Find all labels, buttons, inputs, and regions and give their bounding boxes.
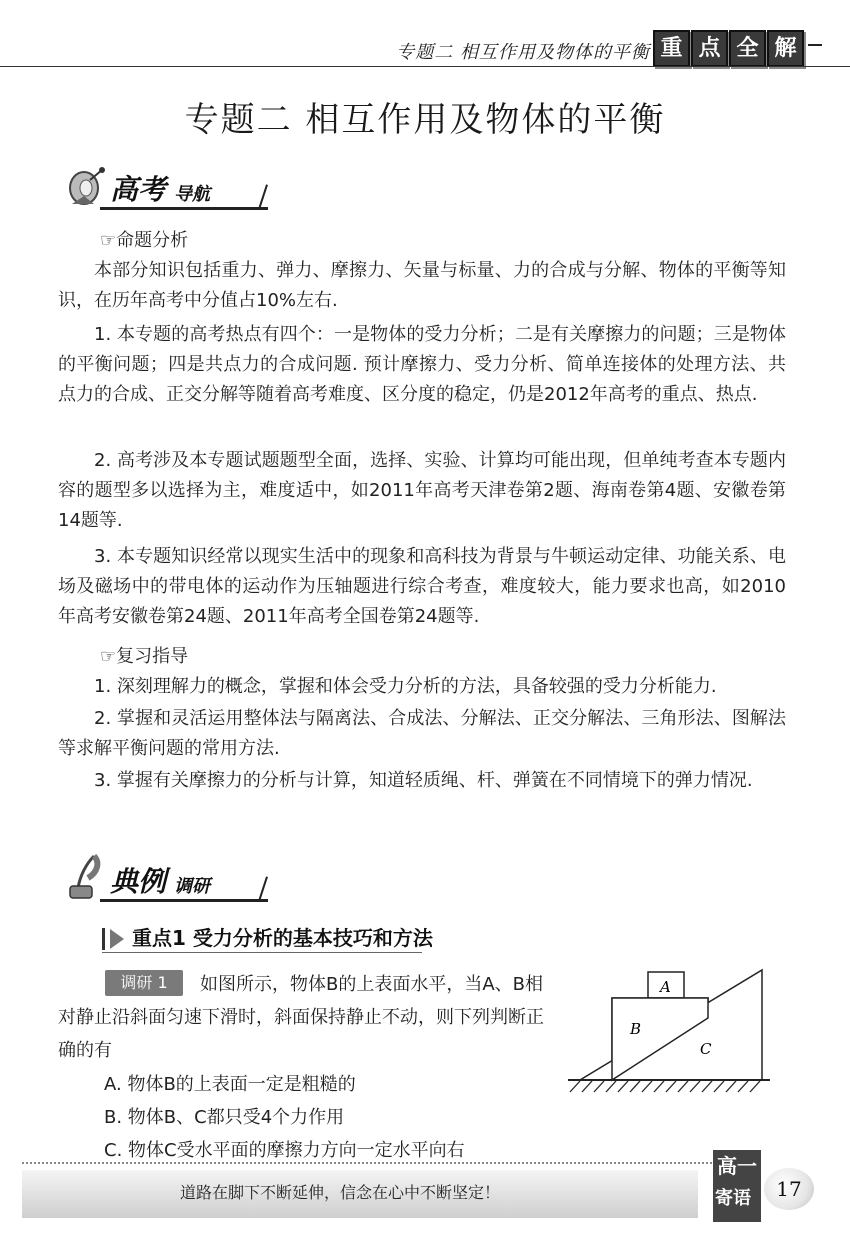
footer-motto: 道路在脚下不断延伸，信念在心中不断坚定！ xyxy=(180,1183,501,1202)
paragraph: 1. 本专题的高考热点有四个：一是物体的受力分析；二是有关摩擦力的问题；三是物体的平衡问题；四是共点力的合成问题. 预计摩擦力、受力分析、简单连接体的处理方法、共点力的合成、正交分解等随着高考难度、区分度的稳定，仍是2012年高考的重点、热点. xyxy=(58,324,786,405)
inkwell-quill-icon xyxy=(64,854,108,902)
page-number: 17 xyxy=(764,1168,814,1210)
paragraph: 3. 本专题知识经常以现实生活中的现象和高科技为背景与牛顿运动定律、功能关系、电场及磁场中的带电体的运动作为压轴题进行综合考查，难度较大，能力要求也高，如2010年高考安徽卷第24题、2011年高考全国卷第24题等. xyxy=(58,546,786,627)
subheading-analysis: ☞命题分析 xyxy=(100,230,189,251)
option-a: A. 物体B的上表面一定是粗糙的 xyxy=(104,1074,356,1095)
banner-subtitle: 导航 xyxy=(174,184,210,205)
incline-figure xyxy=(560,960,775,1095)
question-stem: 如图所示，物体B的上表面水平，当A、B相对静止沿斜面匀速下滑时，斜面保持静止不动，则下列判断正确的有 xyxy=(58,974,544,1061)
triangle-marker-icon xyxy=(110,929,124,949)
header-rule xyxy=(0,66,850,67)
question-badge: 调研 1 xyxy=(105,970,183,996)
heading-underline xyxy=(102,952,422,953)
footer-tab-top: 高一 xyxy=(717,1154,757,1178)
footer-dotted-rule xyxy=(22,1162,712,1164)
banner-title: 典例 xyxy=(110,865,167,898)
paragraph: 2. 掌握和灵活运用整体法与隔离法、合成法、分解法、正交分解法、三角形法、图解法等求解平衡问题的常用方法. xyxy=(58,708,786,759)
header-badge-char: 点 xyxy=(691,30,728,67)
label-c: C xyxy=(700,1040,712,1058)
section-banner-gaokao xyxy=(70,170,310,210)
key-point-text: 重点1 受力分析的基本技巧和方法 xyxy=(132,926,433,950)
header-tick xyxy=(808,44,822,46)
banner-title: 高考 xyxy=(110,173,167,206)
banner-underline xyxy=(100,207,268,210)
banner-slash xyxy=(258,184,268,209)
banner-underline xyxy=(100,899,268,902)
banner-subtitle: 调研 xyxy=(174,876,210,897)
heading-bar xyxy=(102,928,105,950)
paragraph: 1. 深刻理解力的概念，掌握和体会受力分析的方法，具备较强的受力分析能力. xyxy=(94,676,717,697)
subheading-review: ☞复习指导 xyxy=(100,646,189,667)
banner-slash xyxy=(258,876,268,901)
footer-tab-bottom: 寄语 xyxy=(715,1188,751,1209)
header-badge-char: 解 xyxy=(767,30,804,67)
page-title: 专题二 相互作用及物体的平衡 xyxy=(184,100,666,140)
label-a: A xyxy=(660,978,671,996)
ground-hatch xyxy=(570,1081,760,1092)
option-c: C. 物体C受水平面的摩擦力方向一定水平向右 xyxy=(104,1140,465,1161)
label-b: B xyxy=(630,1020,642,1038)
paragraph: 2. 高考涉及本专题试题题型全面，选择、实验、计算均可能出现，但单纯考查本专题内容的题型多以选择为主，难度适中，如2011年高考天津卷第2题、海南卷第4题、安徽卷第14题等. xyxy=(58,450,786,531)
footer-tab xyxy=(713,1150,761,1222)
satellite-dish-icon xyxy=(64,166,108,210)
paragraph: 3. 掌握有关摩擦力的分析与计算，知道轻质绳、杆、弹簧在不同情境下的弹力情况. xyxy=(94,770,753,791)
header-badge-char: 重 xyxy=(653,30,690,67)
header-badge-char: 全 xyxy=(729,30,766,67)
paragraph: 本部分知识包括重力、弹力、摩擦力、矢量与标量、力的合成与分解、物体的平衡等知识，在历年高考中分值占10%左右. xyxy=(58,260,786,311)
key-point-heading xyxy=(108,922,433,951)
section-banner-examples xyxy=(70,862,310,902)
option-b: B. 物体B、C都只受4个力作用 xyxy=(104,1107,345,1128)
running-header: 专题二 相互作用及物体的平衡 xyxy=(396,42,650,63)
